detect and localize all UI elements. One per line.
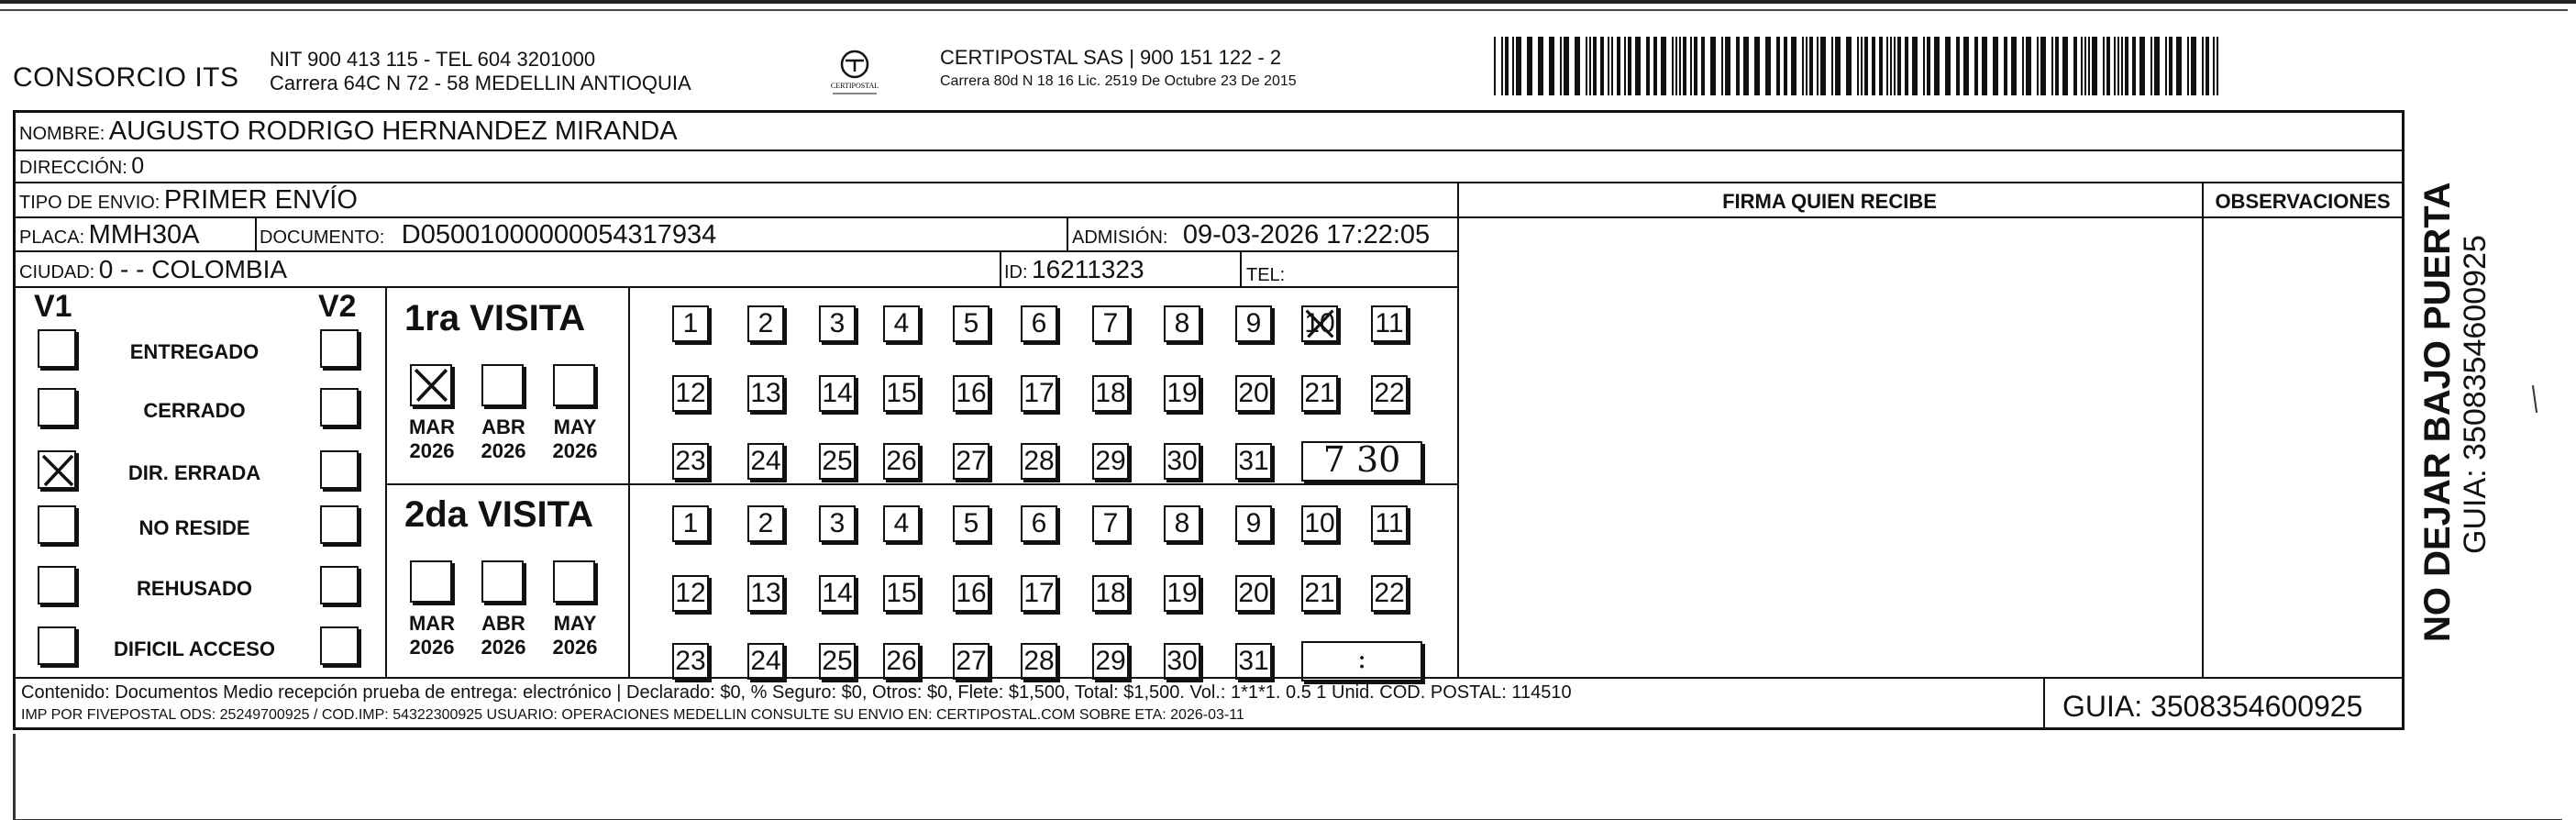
barcode-bar <box>1897 37 1901 95</box>
visit2-day-box[interactable]: 3 <box>819 505 856 542</box>
visit2-day-box[interactable]: 10 <box>1301 505 1338 542</box>
barcode-bar <box>1806 37 1808 95</box>
barcode-bar <box>2073 37 2077 95</box>
barcode-bar <box>1527 37 1532 95</box>
barcode-bar <box>2154 37 2160 95</box>
visit1-day-box[interactable]: 15 <box>883 375 920 412</box>
v1-checkbox[interactable] <box>38 450 76 489</box>
no-dejar-bajo-puerta: NO DEJAR BAJO PUERTA <box>2417 182 2458 642</box>
barcode-bar <box>2217 37 2218 95</box>
status-label: ENTREGADO <box>129 340 260 363</box>
visit2-day-box[interactable]: 9 <box>1235 505 1272 542</box>
barcode-bar <box>1661 37 1666 95</box>
visit1-day-box[interactable]: 6 <box>1021 305 1057 342</box>
visit1-day-box[interactable]: 27 <box>953 443 989 480</box>
visit1-day-box[interactable]: 2 <box>747 305 784 342</box>
v1-checkbox[interactable] <box>38 329 76 368</box>
barcode-bar <box>1501 37 1503 95</box>
row-divider <box>16 150 2402 151</box>
visit2-day-box[interactable]: 31 <box>1235 643 1272 680</box>
visit1-month-year: 2026 <box>409 439 455 462</box>
visit2-month-checkbox[interactable] <box>481 560 524 603</box>
left-edge-line <box>13 734 16 820</box>
barcode-bar <box>2176 37 2182 95</box>
barcode-bar <box>2011 37 2017 95</box>
status-label: DIFICIL ACCESO <box>113 637 275 660</box>
visit1-day-box[interactable]: 24 <box>747 443 784 480</box>
visit1-day-box[interactable]: 26 <box>883 443 920 480</box>
top-border-inner <box>0 9 2568 11</box>
visit2-day-box[interactable]: 5 <box>953 505 989 542</box>
placa-value: MMH30A <box>88 220 200 249</box>
barcode-bar <box>1694 37 1697 95</box>
v1-header: V1 <box>34 289 72 324</box>
visit1-day-box[interactable]: 13 <box>747 375 784 412</box>
status-label: NO RESIDE <box>138 516 250 539</box>
scan-mark <box>2532 385 2537 413</box>
documento-field: DOCUMENTO: D05001000000054317934 <box>260 220 717 249</box>
barcode-bar <box>1890 37 1892 95</box>
visit1-day-box[interactable]: 20 <box>1235 375 1272 412</box>
barcode-bar <box>2081 37 2083 95</box>
barcode-bar <box>1690 37 1692 95</box>
barcode-bar <box>1809 37 1813 95</box>
footer-guia: GUIA: 3508354600925 <box>2062 690 2363 723</box>
visit2-day-box[interactable]: 30 <box>1164 643 1200 680</box>
v1-checkbox[interactable] <box>38 566 76 604</box>
visit2-month-checkbox[interactable] <box>410 560 452 603</box>
barcode-bar <box>1835 37 1841 95</box>
barcode-bar <box>1683 37 1686 95</box>
nombre-value: AUGUSTO RODRIGO HERNANDEZ MIRANDA <box>108 116 678 146</box>
col-divider <box>255 216 257 251</box>
barcode-bar <box>1754 37 1760 95</box>
visit2-day-box[interactable]: 11 <box>1371 505 1408 542</box>
visit2-month-label <box>470 612 536 659</box>
barcode-bar <box>1923 37 1925 95</box>
direccion-field: DIRECCIÓN: 0 <box>19 153 145 179</box>
visit2-month-year: 2026 <box>552 636 598 659</box>
visit2-time-box[interactable]: : <box>1301 641 1422 681</box>
v2-checkbox[interactable] <box>320 566 359 604</box>
visit2-day-box[interactable]: 13 <box>747 575 784 612</box>
barcode-bar <box>2169 37 2172 95</box>
svg-text:CERTIPOSTAL: CERTIPOSTAL <box>830 82 879 90</box>
barcode-bar <box>1864 37 1868 95</box>
barcode-bar <box>1586 37 1587 95</box>
cert-sub-line: Carrera 80d N 18 16 Lic. 2519 De Octubre 23 De 2015 <box>940 73 1297 89</box>
v2-checkbox[interactable] <box>320 450 359 489</box>
barcode-bar <box>1710 37 1716 95</box>
visit1-month-name: MAR <box>408 416 456 438</box>
barcode-bar <box>2125 37 2128 95</box>
barcode-bar <box>1608 37 1609 95</box>
barcode-bar <box>1600 37 1604 95</box>
barcode-bar <box>1516 37 1521 95</box>
visit2-day-box[interactable]: 22 <box>1371 575 1408 612</box>
barcode-bar <box>1894 37 1896 95</box>
barcode-bar <box>2092 37 2097 95</box>
v1-checkbox[interactable] <box>38 505 76 544</box>
barcode-bar <box>1675 37 1677 95</box>
footer-content-line: Contenido: Documentos Medio recepción prueba de entrega: electrónico | Declarado: $0, % Seguro: $0, Otros: $0, Flete: $1,500, Total: $1,500. Vol.: 1*1*1. 0.5 1 Unid. COD. POSTAL: 114510 <box>21 682 1572 703</box>
nombre-field: NOMBRE: AUGUSTO RODRIGO HERNANDEZ MIRANDA <box>19 116 678 146</box>
row-divider <box>2202 216 2404 218</box>
admision-field: ADMISIÓN: 09-03-2026 17:22:05 <box>1072 220 1431 249</box>
visit2-day-box[interactable]: 6 <box>1021 505 1057 542</box>
tipo-envio-field: TIPO DE ENVIO: PRIMER ENVÍO <box>19 185 358 215</box>
visit2-month-name: MAR <box>408 612 456 635</box>
visit2-day-box[interactable]: 17 <box>1021 575 1057 612</box>
barcode-bar <box>2206 37 2209 95</box>
visit1-day-box[interactable]: 3 <box>819 305 856 342</box>
delivery-form <box>13 110 2405 730</box>
visit1-day-box[interactable]: 31 <box>1235 443 1272 480</box>
barcode-bar <box>2139 37 2145 95</box>
barcode-bar <box>1857 37 1859 95</box>
barcode-bar <box>2103 37 2105 95</box>
visit1-day-box[interactable]: 8 <box>1164 305 1200 342</box>
barcode-bar <box>1791 37 1797 95</box>
barcode-bar <box>2084 37 2086 95</box>
visit2-day-box[interactable]: 28 <box>1021 643 1057 680</box>
v1-checkbox[interactable] <box>38 388 76 427</box>
barcode-bar <box>2062 37 2068 95</box>
row-divider <box>16 216 2402 218</box>
visit2-day-box[interactable]: 2 <box>747 505 784 542</box>
barcode-bar <box>2040 37 2046 95</box>
visit2-day-box[interactable]: 12 <box>672 575 709 612</box>
barcode-bar <box>2117 37 2119 95</box>
visit2-day-box[interactable]: 8 <box>1164 505 1200 542</box>
barcode-bar <box>1512 37 1514 95</box>
barcode-bar <box>1776 37 1780 95</box>
barcode-bar <box>1725 37 1730 95</box>
visit2-day-box[interactable]: 1 <box>672 505 709 542</box>
visit1-month-year: 2026 <box>481 439 526 462</box>
visit1-day-box[interactable]: 14 <box>819 375 856 412</box>
status-label: REHUSADO <box>137 577 252 600</box>
visit1-day-box[interactable] <box>1301 305 1338 342</box>
barcode-bar <box>1982 37 1987 95</box>
tel-field: TEL: <box>1246 265 1286 285</box>
visit1-month-label <box>542 416 608 463</box>
barcode-bar <box>1672 37 1674 95</box>
barcode-bar <box>1974 37 1978 95</box>
barcode-bar <box>2088 37 2090 95</box>
visit1-month-checkbox[interactable] <box>481 364 524 406</box>
row-divider <box>16 182 2402 183</box>
v2-checkbox[interactable] <box>320 329 359 368</box>
observaciones-header: OBSERVACIONES <box>2215 190 2391 213</box>
visit2-title: 2da VISITA <box>404 494 593 535</box>
col-divider <box>628 286 630 677</box>
visit1-day-box[interactable]: 17 <box>1021 375 1057 412</box>
barcode-bar <box>1802 37 1804 95</box>
company-contact <box>270 48 691 95</box>
barcode-bar <box>2150 37 2152 95</box>
barcode-bar <box>2187 37 2189 95</box>
barcode-bar <box>1912 37 1918 95</box>
visit1-day-box[interactable]: 30 <box>1164 443 1200 480</box>
visit1-day-box[interactable]: 22 <box>1371 375 1408 412</box>
barcode-bar <box>1872 37 1875 95</box>
visit2-day-box[interactable]: 4 <box>883 505 920 542</box>
barcode-bar <box>1721 37 1723 95</box>
barcode-bar <box>1505 37 1509 95</box>
barcode-bar <box>1564 37 1569 95</box>
visit2-day-box[interactable]: 27 <box>953 643 989 680</box>
visit1-day-box[interactable]: 9 <box>1235 305 1272 342</box>
footer-imp-line: IMP POR FIVEPOSTAL ODS: 25249700925 / COD.IMP: 54322300925 USUARIO: OPERACIONES MEDELLIN CONSULTE SU ENVIO EN: CERTIPOSTAL.COM SOBRE ETA: 2026-03-11 <box>21 707 1244 723</box>
visit2-day-box[interactable]: 21 <box>1301 575 1338 612</box>
barcode-bar <box>2106 37 2110 95</box>
v2-header: V2 <box>318 289 357 324</box>
visit2-day-box[interactable]: 7 <box>1092 505 1129 542</box>
visit1-month-checkbox[interactable] <box>410 364 452 406</box>
barcode-bar <box>2022 37 2024 95</box>
visit2-day-box[interactable]: 24 <box>747 643 784 680</box>
col-divider <box>1457 182 1459 677</box>
col-divider <box>2202 182 2204 677</box>
col-divider <box>385 286 387 677</box>
barcode-bar <box>1817 37 1819 95</box>
barcode-bar <box>1494 37 1496 95</box>
barcode-bar <box>1575 37 1580 95</box>
barcode-bar <box>1549 37 1554 95</box>
visit2-day-box[interactable]: 20 <box>1235 575 1272 612</box>
barcode-bar <box>1617 37 1620 95</box>
barcode-bar <box>2004 37 2007 95</box>
id-field: ID: 16211323 <box>1004 255 1144 283</box>
barcode-bar <box>1927 37 1930 95</box>
visit2-day-box[interactable]: 29 <box>1092 643 1129 680</box>
visit1-day-box[interactable]: 11 <box>1371 305 1408 342</box>
visit1-day-box[interactable]: 4 <box>883 305 920 342</box>
visit1-day-box[interactable]: 19 <box>1164 375 1200 412</box>
visit2-day-box[interactable]: 16 <box>953 575 989 612</box>
visit1-month-label <box>470 416 536 463</box>
visit2-day-box[interactable]: 15 <box>883 575 920 612</box>
documento-value: D05001000000054317934 <box>401 220 717 249</box>
visit1-month-checkbox[interactable] <box>553 364 595 406</box>
visit1-day-box[interactable]: 25 <box>819 443 856 480</box>
col-divider <box>1000 250 1001 287</box>
barcode-bar <box>2213 37 2215 95</box>
barcode-bar <box>1624 37 1626 95</box>
tipo-envio-value: PRIMER ENVÍO <box>163 185 358 215</box>
visit1-day-box[interactable]: 18 <box>1092 375 1129 412</box>
visit1-day-box[interactable]: 23 <box>672 443 709 480</box>
status-label: CERRADO <box>143 399 246 422</box>
barcode-bar <box>2191 37 2196 95</box>
visit2-month-label <box>399 612 465 659</box>
barcode-bar <box>1560 37 1562 95</box>
visit1-day-box[interactable]: 28 <box>1021 443 1057 480</box>
v2-checkbox[interactable] <box>320 388 359 427</box>
barcode-bar <box>1743 37 1749 95</box>
barcode-bar <box>1736 37 1740 95</box>
visit2-day-box[interactable]: 23 <box>672 643 709 680</box>
visit-divider <box>385 483 1458 485</box>
visit1-month-label <box>399 416 465 463</box>
visit1-month-year: 2026 <box>552 439 598 462</box>
firma-header: FIRMA QUIEN RECIBE <box>1722 190 1937 213</box>
barcode-bar <box>1784 37 1787 95</box>
barcode-bar <box>1611 37 1613 95</box>
visit1-day-box[interactable]: 5 <box>953 305 989 342</box>
barcode-bar <box>1846 37 1852 95</box>
barcode-bar <box>1905 37 1908 95</box>
barcode-bar <box>1646 37 1650 95</box>
barcode-bar <box>1831 37 1833 95</box>
visit1-day-box[interactable]: 29 <box>1092 443 1129 480</box>
barcode-bar <box>1538 37 1543 95</box>
top-border <box>0 0 2576 4</box>
visit1-day-box[interactable]: 16 <box>953 375 989 412</box>
visit2-day-box[interactable]: 18 <box>1092 575 1129 612</box>
v2-checkbox[interactable] <box>320 626 359 665</box>
direccion-value: 0 <box>131 153 145 179</box>
v1-checkbox[interactable] <box>38 626 76 665</box>
visit2-month-label <box>542 612 608 659</box>
barcode-bar <box>2037 37 2039 95</box>
barcode-bar <box>1879 37 1883 95</box>
barcode-bar <box>2026 37 2031 95</box>
visit1-month-name: ABR <box>481 416 525 438</box>
barcode-bar <box>2051 37 2053 95</box>
address-line: Carrera 64C N 72 - 58 MEDELLIN ANTIOQUIA <box>270 72 691 94</box>
barcode-bar <box>1653 37 1657 95</box>
side-guia: GUIA: 3508354600925 <box>2458 235 2493 554</box>
v2-checkbox[interactable] <box>320 505 359 544</box>
barcode-bar <box>2114 37 2116 95</box>
barcode-bar <box>2202 37 2204 95</box>
id-value: 16211323 <box>1032 255 1144 283</box>
col-divider <box>2402 150 2404 730</box>
cert-line: CERTIPOSTAL SAS | 900 151 122 - 2 <box>940 46 1282 69</box>
certipostal-logo <box>820 46 890 99</box>
barcode-bar <box>2132 37 2136 95</box>
visit1-time-box[interactable]: 7 30 <box>1301 441 1422 482</box>
visit1-day-box[interactable]: 21 <box>1301 375 1338 412</box>
barcode-bar <box>1934 37 1940 95</box>
barcode-bar <box>1701 37 1705 95</box>
ciudad-field: CIUDAD: 0 - - COLOMBIA <box>19 255 288 283</box>
barcode-bar <box>1963 37 1969 95</box>
barcode-bar <box>1628 37 1631 95</box>
col-divider <box>2043 677 2045 730</box>
company-name: CONSORCIO ITS <box>13 62 239 93</box>
barcode-bar <box>1765 37 1771 95</box>
barcode-bar <box>1945 37 1951 95</box>
barcode-bar <box>1589 37 1591 95</box>
barcode-bar <box>2165 37 2167 95</box>
admision-value: 09-03-2026 17:22:05 <box>1182 220 1431 249</box>
certipostal-info <box>940 46 1297 94</box>
barcode-bar <box>1635 37 1641 95</box>
visit2-month-name: ABR <box>481 612 525 635</box>
visit2-month-year: 2026 <box>481 636 526 659</box>
nit-line: NIT 900 413 115 - TEL 604 3201000 <box>270 48 596 71</box>
status-label: DIR. ERRADA <box>127 461 261 484</box>
visit1-day-box[interactable]: 1 <box>672 305 709 342</box>
col-divider <box>1240 250 1242 287</box>
visit1-title: 1ra VISITA <box>404 298 586 338</box>
visit1-day-box[interactable]: 7 <box>1092 305 1129 342</box>
barcode-bar <box>1886 37 1888 95</box>
visit2-month-name: MAY <box>553 612 597 635</box>
visit1-day-box[interactable]: 12 <box>672 375 709 412</box>
barcode-bar <box>1820 37 1826 95</box>
visit2-day-box[interactable]: 19 <box>1164 575 1200 612</box>
visit2-day-box[interactable]: 14 <box>819 575 856 612</box>
col-divider <box>1067 216 1068 251</box>
visit1-month-name: MAY <box>553 416 597 438</box>
visit2-month-year: 2026 <box>409 636 455 659</box>
barcode-bar <box>1679 37 1681 95</box>
barcode-bar <box>1956 37 1960 95</box>
ciudad-value: 0 - - COLOMBIA <box>98 255 288 283</box>
visit2-day-box[interactable]: 25 <box>819 643 856 680</box>
barcode-bar <box>1593 37 1597 95</box>
barcode-bar <box>2121 37 2123 95</box>
visit1-day-number: 10 <box>1304 308 1335 338</box>
barcode-bar <box>1861 37 1863 95</box>
placa-field: PLACA: MMH30A <box>19 220 200 249</box>
barcode-bar <box>2055 37 2059 95</box>
barcode-bar <box>1993 37 1998 95</box>
barcode <box>1494 37 2223 95</box>
visit2-day-box[interactable]: 26 <box>883 643 920 680</box>
visit2-month-checkbox[interactable] <box>553 560 595 603</box>
